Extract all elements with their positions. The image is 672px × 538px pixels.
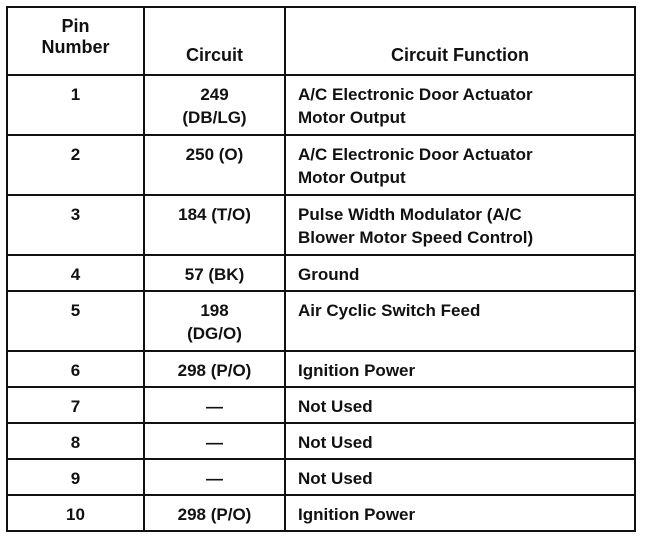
circuit-function-cell bbox=[284, 352, 634, 386]
table-row bbox=[8, 194, 634, 254]
circuit-cell bbox=[143, 196, 284, 254]
circuit-cell-line1: 198 bbox=[200, 301, 229, 320]
pin-number-cell-line1: 4 bbox=[70, 265, 81, 284]
circuit-cell-line1: 57 (BK) bbox=[184, 265, 245, 284]
circuit-cell-line1: 249 bbox=[200, 85, 229, 104]
pin-number-cell-line1: 6 bbox=[70, 361, 81, 380]
pin-number-cell bbox=[8, 424, 143, 458]
circuit-function-cell-line2: Motor Output bbox=[298, 168, 406, 187]
circuit-cell-line2: (DB/LG) bbox=[182, 108, 247, 127]
circuit-function-cell-line1: Not Used bbox=[298, 469, 373, 488]
pin-number-cell-line1: 8 bbox=[70, 433, 81, 452]
table-row bbox=[8, 458, 634, 494]
pin-number-cell-line1: 9 bbox=[70, 469, 81, 488]
circuit-function-cell bbox=[284, 76, 634, 134]
pin-number-cell-line1: 5 bbox=[70, 301, 81, 320]
circuit-cell-line1: — bbox=[206, 469, 223, 488]
pin-number-cell bbox=[8, 136, 143, 194]
header-pin-number bbox=[8, 8, 143, 74]
circuit-cell bbox=[143, 460, 284, 494]
header-circuit bbox=[143, 8, 284, 74]
circuit-function-cell bbox=[284, 496, 634, 530]
circuit-function-cell bbox=[284, 292, 634, 350]
pin-number-cell bbox=[8, 256, 143, 290]
pin-number-cell-line1: 3 bbox=[70, 205, 81, 224]
table-row bbox=[8, 74, 634, 134]
table-row bbox=[8, 494, 634, 530]
pin-number-cell bbox=[8, 196, 143, 254]
circuit-function-cell-line1: Not Used bbox=[298, 397, 373, 416]
circuit-cell bbox=[143, 352, 284, 386]
pin-number-cell bbox=[8, 352, 143, 386]
circuit-function-cell-line1: Not Used bbox=[298, 433, 373, 452]
pin-number-cell-line1: 1 bbox=[70, 85, 81, 104]
circuit-function-cell-line2: Blower Motor Speed Control) bbox=[298, 228, 534, 247]
circuit-cell bbox=[143, 292, 284, 350]
header-circuit-label: Circuit bbox=[185, 45, 243, 65]
circuit-cell bbox=[143, 388, 284, 422]
pin-circuit-table bbox=[6, 6, 636, 532]
circuit-cell bbox=[143, 496, 284, 530]
circuit-function-cell-line1: Pulse Width Modulator (A/C bbox=[298, 205, 522, 224]
circuit-cell bbox=[143, 256, 284, 290]
header-pin-line2: Number bbox=[41, 37, 110, 57]
circuit-cell bbox=[143, 76, 284, 134]
circuit-cell-line1: 298 (P/O) bbox=[177, 361, 252, 380]
circuit-function-cell bbox=[284, 196, 634, 254]
circuit-cell bbox=[143, 424, 284, 458]
header-pin-line1: Pin bbox=[61, 16, 90, 36]
circuit-function-cell-line1: Ground bbox=[298, 265, 360, 284]
table-row bbox=[8, 422, 634, 458]
pin-number-cell bbox=[8, 388, 143, 422]
circuit-function-cell bbox=[284, 460, 634, 494]
table-row bbox=[8, 254, 634, 290]
table-row bbox=[8, 134, 634, 194]
circuit-cell-line1: — bbox=[206, 433, 223, 452]
circuit-function-cell bbox=[284, 256, 634, 290]
circuit-cell-line1: 298 (P/O) bbox=[177, 505, 252, 524]
circuit-cell-line2: (DG/O) bbox=[187, 324, 242, 343]
circuit-cell-line1: 184 (T/O) bbox=[178, 205, 251, 224]
circuit-function-cell-line1: Ignition Power bbox=[298, 361, 416, 380]
circuit-function-cell-line1: Air Cyclic Switch Feed bbox=[298, 301, 481, 320]
table-row bbox=[8, 350, 634, 386]
pin-number-cell-line1: 2 bbox=[70, 145, 81, 164]
pin-number-cell-line1: 7 bbox=[70, 397, 81, 416]
pin-number-cell bbox=[8, 292, 143, 350]
table-body bbox=[8, 74, 634, 530]
circuit-function-cell bbox=[284, 424, 634, 458]
circuit-cell bbox=[143, 136, 284, 194]
pin-number-cell bbox=[8, 496, 143, 530]
header-circuit-function bbox=[284, 8, 634, 74]
circuit-function-cell-line1: Ignition Power bbox=[298, 505, 416, 524]
table-row bbox=[8, 386, 634, 422]
pin-number-cell-line1: 10 bbox=[66, 505, 85, 524]
circuit-function-cell-line1: A/C Electronic Door Actuator bbox=[298, 145, 533, 164]
circuit-function-cell bbox=[284, 388, 634, 422]
pin-number-cell bbox=[8, 460, 143, 494]
circuit-function-cell-line1: A/C Electronic Door Actuator bbox=[298, 85, 533, 104]
circuit-cell-line1: — bbox=[206, 397, 223, 416]
header-function-label: Circuit Function bbox=[391, 45, 529, 65]
table-row bbox=[8, 290, 634, 350]
table-header-row bbox=[8, 8, 634, 74]
circuit-cell-line1: 250 (O) bbox=[185, 145, 244, 164]
circuit-function-cell bbox=[284, 136, 634, 194]
circuit-function-cell-line2: Motor Output bbox=[298, 108, 406, 127]
pin-number-cell bbox=[8, 76, 143, 134]
